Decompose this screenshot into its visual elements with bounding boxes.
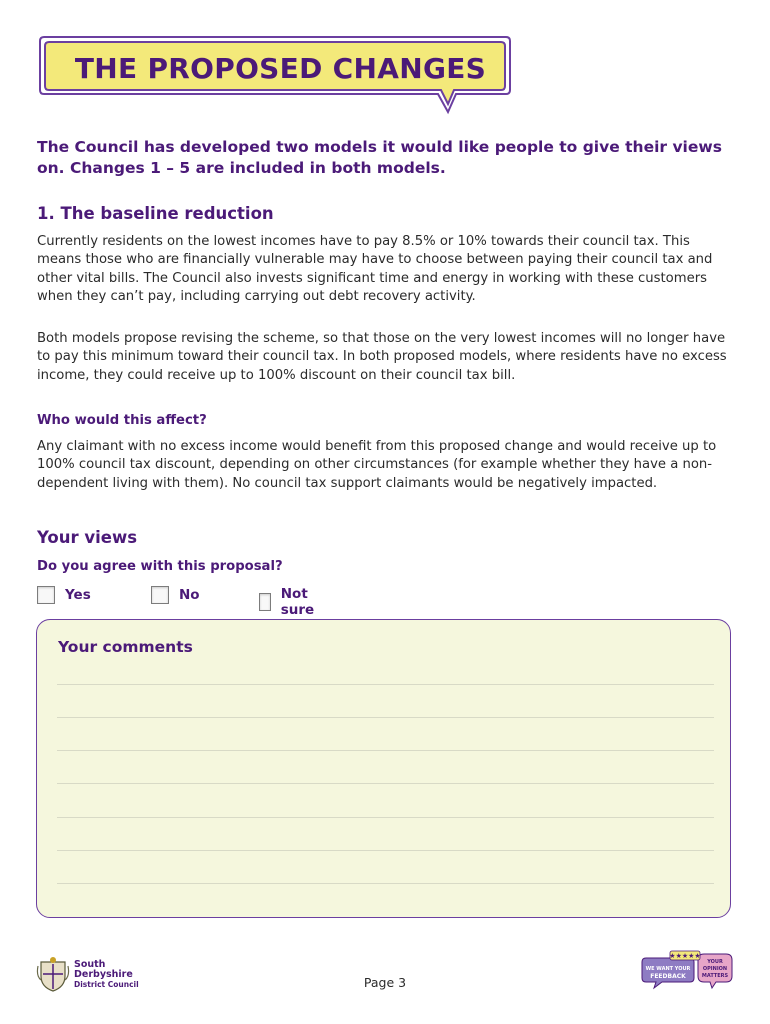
comments-box[interactable] [36, 619, 731, 918]
logo-line: Derbyshire [74, 969, 133, 980]
badge-line: FEEDBACK [650, 973, 686, 980]
affect-question: Who would this affect? [37, 413, 207, 428]
comments-title: Your comments [58, 638, 193, 656]
option-no[interactable] [151, 586, 200, 604]
feedback-badge [640, 950, 734, 990]
page-title: THE PROPOSED CHANGES [74, 52, 487, 85]
svg-text:★★★★★: ★★★★★ [669, 952, 701, 960]
your-views-heading: Your views [37, 528, 138, 547]
yes-checkbox[interactable] [37, 586, 55, 604]
comment-line[interactable] [57, 684, 714, 685]
comment-line[interactable] [57, 717, 714, 718]
yes-label: Yes [65, 587, 91, 603]
title-banner [36, 34, 514, 120]
badge-line: YOUR [707, 959, 723, 965]
no-checkbox[interactable] [151, 586, 169, 604]
intro-text: The Council has developed two models it would like people to give their views on. Changes 1 – 5 are included in both models. [37, 138, 722, 177]
section-heading: 1. The baseline reduction [37, 204, 274, 223]
no-label: No [179, 587, 200, 603]
comment-line[interactable] [57, 817, 714, 818]
badge-left-text [644, 966, 692, 980]
badge-line: OPINION [702, 966, 728, 972]
agree-question: Do you agree with this proposal? [37, 559, 283, 574]
paragraph-proposal: Both models propose revising the scheme, so that those on the very lowest incomes will no longer have to pay this minimum toward their council tax. In both proposed models, where residents have no excess income, they could receive up to 100% discount on their council tax bill. [37, 331, 727, 383]
affect-answer: Any claimant with no excess income would benefit from this proposed change and would receive up to 100% council tax discount, depending on other circumstances (for example whether they have a non-dependent living with them). No council tax support claimants would be negatively impacted. [37, 439, 717, 491]
option-yes[interactable] [37, 586, 91, 604]
comment-line[interactable] [57, 783, 714, 784]
page-number: Page 3 [363, 975, 407, 990]
badge-line: MATTERS [701, 973, 729, 979]
logo-line: South [74, 959, 106, 970]
option-not-sure[interactable] [259, 586, 320, 618]
comment-line[interactable] [57, 883, 714, 884]
paragraph-current-situation: Currently residents on the lowest incomes have to pay 8.5% or 10% towards their council tax. This means those who are financially vulnerable may have to choose between paying their council tax and other vital bills. The Council also invests significant time and energy in working with these customers when they can’t pay, including carrying out debt recovery activity. [37, 234, 713, 304]
logo-line: District Council [74, 980, 139, 989]
comment-line[interactable] [57, 850, 714, 851]
comment-line[interactable] [57, 750, 714, 751]
badge-right-text [700, 959, 730, 980]
not-sure-checkbox[interactable] [259, 593, 271, 611]
badge-line: WE WANT YOUR [645, 966, 691, 972]
not-sure-label: Not sure [280, 586, 315, 618]
